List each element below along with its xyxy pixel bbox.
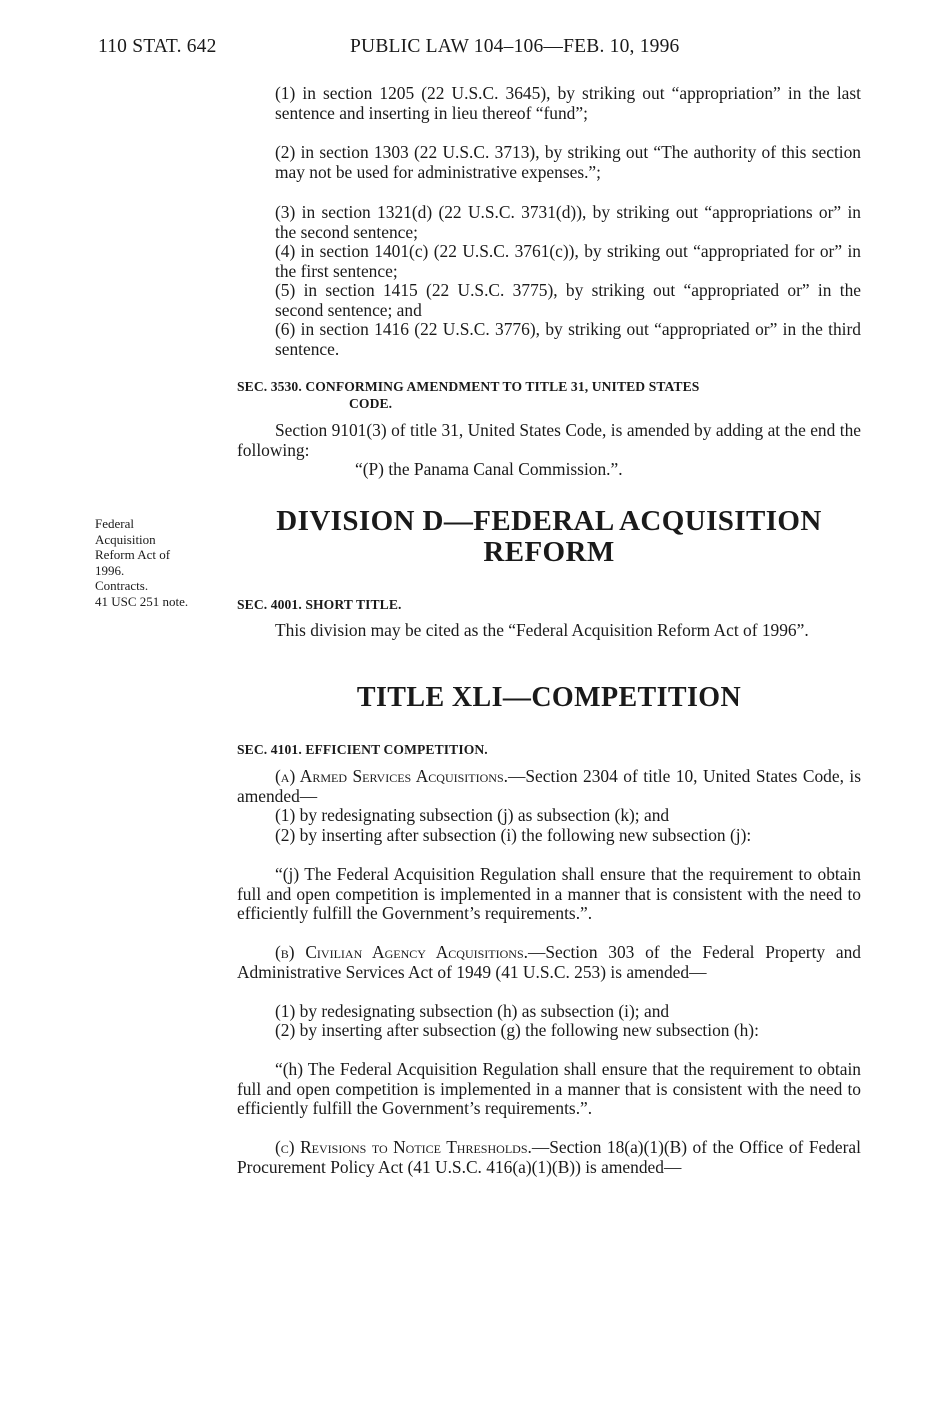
subsection-a-text: —Section 2304 of title 10, United States Code, is amended—: [237, 766, 862, 806]
public-law-citation: PUBLIC LAW 104–106—FEB. 10, 1996: [350, 36, 680, 57]
margin-note-line: 1996.: [95, 562, 125, 578]
section-heading-4001: SEC. 4001. SHORT TITLE.: [237, 597, 402, 612]
margin-note-line: Federal: [95, 516, 134, 531]
subsection-c-label: (c) Revisions to Notice Thresholds.: [275, 1137, 532, 1157]
section-3530-body: Section 9101(3) of title 31, United States Code, is amended by adding at the end the following:: [237, 420, 861, 460]
subsection-a: [237, 767, 861, 806]
section-heading-3530-line2: CODE.: [349, 396, 393, 411]
item-4: (4) in section 1401(c) (22 U.S.C. 3761(c)), by striking out “appropriated for or” in the first sentence;: [275, 241, 861, 281]
item-3: (3) in section 1321(d) (22 U.S.C. 3731(d)), by striking out “appropriations or” in the second sentence;: [275, 202, 861, 242]
margin-note-line: 41 USC 251 note.: [95, 593, 189, 609]
margin-note-line: Reform Act of: [95, 547, 171, 562]
subsection-b-quote: “(h) The Federal Acquisition Regulation shall ensure that the requirement to obtain full and open competition is implemented in a manner that is consistent with the need to efficiently fulfill the Government’s requirements.”.: [237, 1059, 861, 1118]
subsection-a-quote: “(j) The Federal Acquisition Regulation shall ensure that the requirement to obtain full and open competition is implemented in a manner that is consistent with the need to efficiently fulfill the Government’s requirements.”.: [237, 864, 861, 923]
subsection-b: [237, 943, 861, 982]
section-heading-3530-line1: SEC. 3530. CONFORMING AMENDMENT TO TITLE 31, UNITED STATES: [237, 379, 700, 394]
section-heading-4101: SEC. 4101. EFFICIENT COMPETITION.: [237, 742, 488, 757]
subsection-c: [237, 1138, 861, 1177]
subsection-b-label: (b) Civilian Agency Acquisitions.: [275, 942, 528, 962]
margin-note-line: Contracts.: [95, 578, 149, 593]
item-1: (1) in section 1205 (22 U.S.C. 3645), by striking out “appropriation” in the last sentence and inserting in lieu thereof “fund”;: [275, 83, 861, 123]
subsection-b-item-2: (2) by inserting after subsection (g) the following new subsection (h):: [275, 1020, 759, 1040]
margin-note: [95, 516, 220, 609]
subsection-a-label: (a) Armed Services Acquisitions.: [275, 766, 508, 786]
margin-note-line: Acquisition: [95, 531, 156, 547]
section-3530-quote: “(P) the Panama Canal Commission.”.: [355, 459, 623, 479]
subsection-a-item-2: (2) by inserting after subsection (i) the following new subsection (j):: [275, 825, 752, 845]
subsection-c-text: —Section 18(a)(1)(B) of the Office of Federal Procurement Policy Act (41 U.S.C. 416(a)(1)(B)) is amended—: [237, 1137, 861, 1177]
title-heading: TITLE XLI—COMPETITION: [356, 682, 742, 713]
section-4001-body: This division may be cited as the “Federal Acquisition Reform Act of 1996”.: [275, 620, 809, 640]
division-heading-line1: DIVISION D—FEDERAL ACQUISITION: [276, 505, 822, 537]
item-2: (2) in section 1303 (22 U.S.C. 3713), by striking out “The authority of this section may not be used for administrative expenses.”;: [275, 142, 861, 182]
statute-page-number: 110 STAT. 642: [98, 36, 217, 57]
item-6: (6) in section 1416 (22 U.S.C. 3776), by striking out “appropriated or” in the third sentence.: [275, 319, 861, 359]
subsection-b-item-1: (1) by redesignating subsection (h) as subsection (i); and: [275, 1001, 670, 1021]
subsection-b-text: —Section 303 of the Federal Property and Administrative Services Act of 1949 (41 U.S.C. 253) is amended—: [237, 942, 861, 982]
division-heading: [237, 506, 861, 568]
section-heading-3530: [237, 378, 861, 412]
item-5: (5) in section 1415 (22 U.S.C. 3775), by striking out “appropriated or” in the second sentence; and: [275, 280, 861, 320]
subsection-a-item-1: (1) by redesignating subsection (j) as subsection (k); and: [275, 805, 670, 825]
division-heading-line2: REFORM: [483, 536, 615, 568]
